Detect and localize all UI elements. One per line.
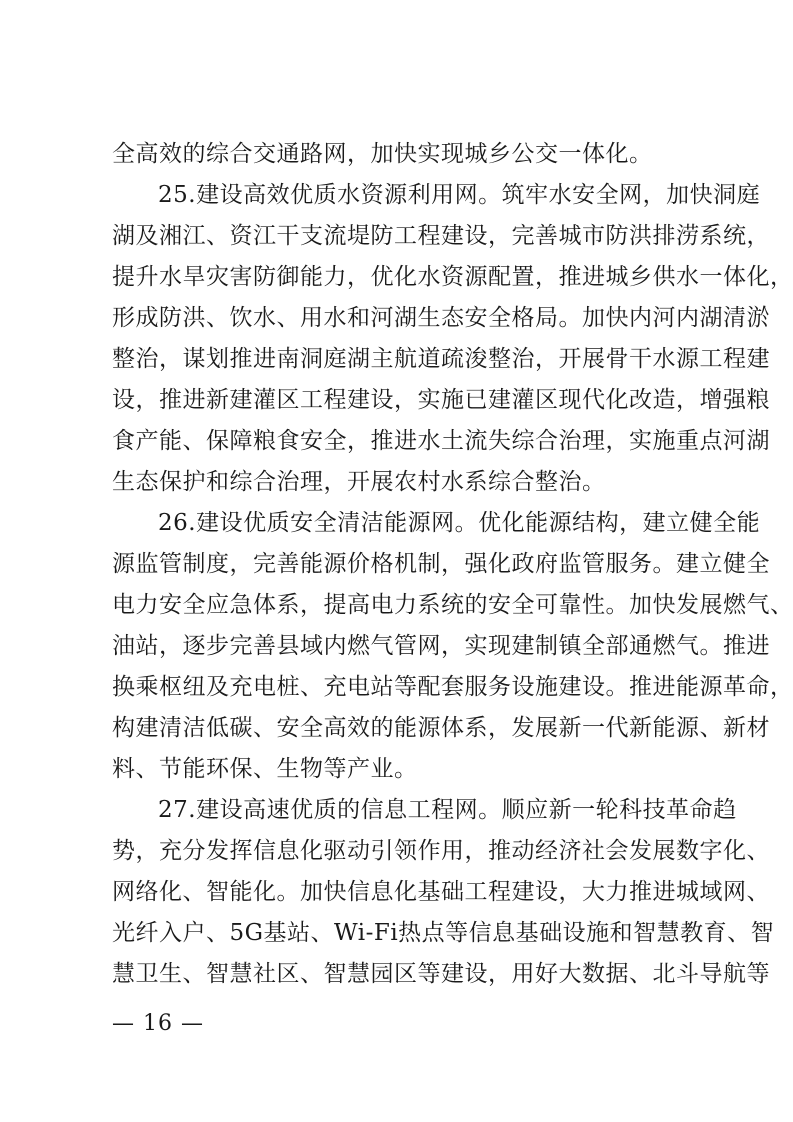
- paragraph-line: 25.建设高效优质水资源利用网。筑牢水安全网，加快洞庭: [158, 182, 761, 208]
- paragraph-line: 提升水旱灾害防御能力，优化水资源配置，推进城乡供水一体化，: [112, 264, 793, 290]
- paragraph-line: 光纤入户、5G基站、Wi-Fi热点等信息基础设施和智慧教育、智: [112, 920, 775, 946]
- paragraph-line: 电力安全应急体系，提高电力系统的安全可靠性。加快发展燃气、: [112, 592, 793, 618]
- paragraph-line: 27.建设高速优质的信息工程网。顺应新一轮科技革命趋: [158, 797, 737, 823]
- page-number: — 16 —: [112, 1011, 204, 1036]
- paragraph-line: 整治，谋划推进南洞庭湖主航道疏浚整治，开展骨干水源工程建: [112, 346, 770, 372]
- paragraph-line: 势，充分发挥信息化驱动引领作用，推动经济社会发展数字化、: [112, 838, 770, 864]
- paragraph-line: 形成防洪、饮水、用水和河湖生态安全格局。加快内河内湖清淤: [112, 305, 770, 331]
- paragraph-line: 湖及湘江、资江干支流堤防工程建设，完善城市防洪排涝系统，: [112, 223, 770, 249]
- paragraph-line: 构建清洁低碳、安全高效的能源体系，发展新一代新能源、新材: [112, 715, 770, 741]
- paragraph-line: 慧卫生、智慧社区、智慧园区等建设，用好大数据、北斗导航等: [112, 961, 770, 987]
- paragraph-line: 油站，逐步完善县域内燃气管网，实现建制镇全部通燃气。推进: [112, 633, 770, 659]
- paragraph-line: 设，推进新建灌区工程建设，实施已建灌区现代化改造，增强粮: [112, 387, 770, 413]
- paragraph-line: 换乘枢纽及充电桩、充电站等配套服务设施建设。推进能源革命，: [112, 674, 793, 700]
- paragraph-line: 26.建设优质安全清洁能源网。优化能源结构，建立健全能: [158, 510, 761, 536]
- paragraph-line: 食产能、保障粮食安全，推进水土流失综合治理，实施重点河湖: [112, 428, 770, 454]
- paragraph-line: 生态保护和综合治理，开展农村水系综合整治。: [112, 469, 606, 495]
- paragraph-line: 料、节能环保、生物等产业。: [112, 756, 418, 782]
- paragraph-line: 源监管制度，完善能源价格机制，强化政府监管服务。建立健全: [112, 551, 770, 577]
- paragraph-line: 全高效的综合交通路网，加快实现城乡公交一体化。: [112, 141, 653, 167]
- paragraph-line: 网络化、智能化。加快信息化基础工程建设，大力推进城域网、: [112, 879, 770, 905]
